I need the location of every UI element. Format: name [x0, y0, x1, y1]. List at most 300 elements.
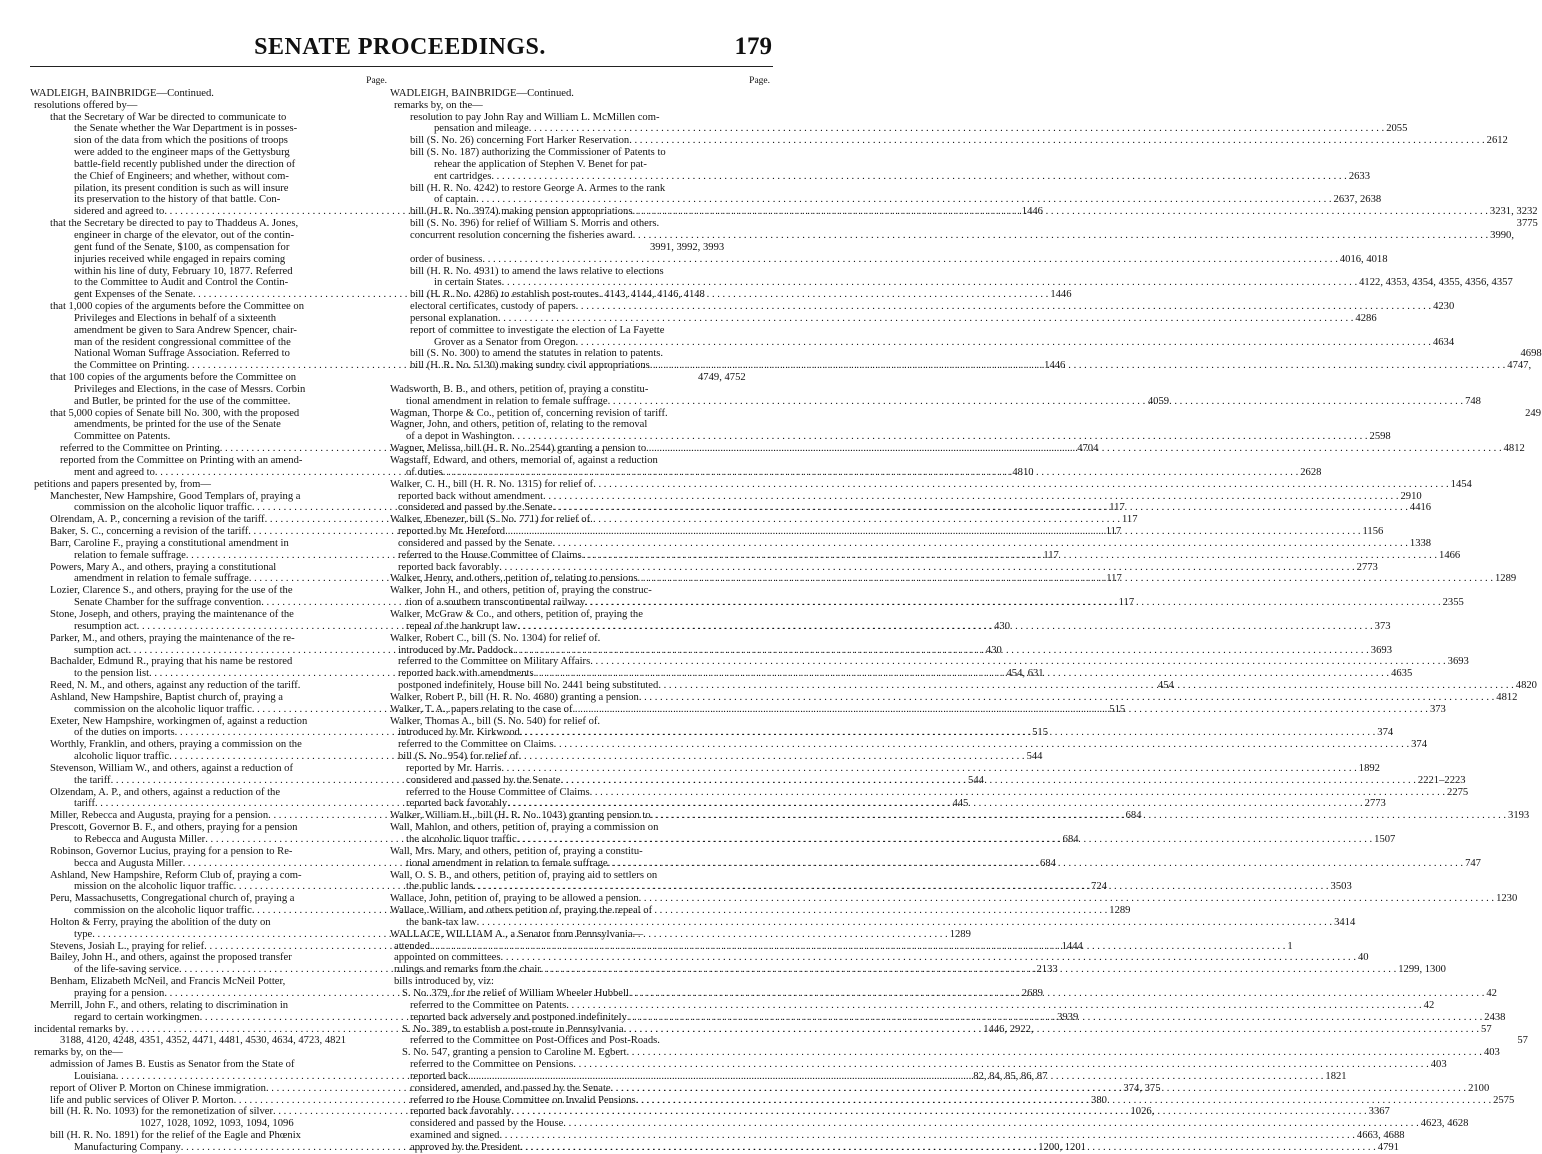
- index-entry-text: order of business: [410, 253, 483, 265]
- index-entry-text: admission of James B. Eustis as Senator from the State of: [50, 1059, 295, 1071]
- page-reference: 403: [1430, 1059, 1447, 1071]
- index-entry-text: Barr, Caroline F., praying a constitutional amendment in: [50, 537, 289, 549]
- page-reference: 2612: [1486, 135, 1508, 147]
- index-entry-text: reported from the Committee on Printing with an amend-: [60, 455, 303, 466]
- index-line: [390, 100, 770, 112]
- index-entry-text: S. No. 389, to establish a post-route in Pennsylvania: [402, 1023, 624, 1035]
- index-entry-text: referred to the Committee on Claims: [398, 739, 554, 751]
- index-entry-text: pensation and mileage: [434, 123, 529, 135]
- index-entry-text: within his line of duty, February 10, 1877. Referred: [74, 265, 293, 277]
- dot-leader: [520, 1142, 1375, 1154]
- index-line: [30, 431, 387, 443]
- dot-leader: [629, 988, 1484, 1000]
- index-entry-text: reported back with amendments: [398, 668, 534, 680]
- index-entry-text: that 5,000 copies of Senate bill No. 300, with the proposed: [50, 407, 300, 419]
- page-header: [0, 0, 800, 66]
- index-line: [30, 656, 387, 668]
- page-reference: 4812: [1503, 443, 1525, 455]
- index-line: [390, 822, 770, 834]
- index-entry-text: Wagstaff, Edward, and others, memorial of, against a reduction: [390, 455, 658, 466]
- index-line: [30, 159, 387, 171]
- index-line: [390, 952, 1369, 964]
- index-entry-text: its preservation to the history of that battle. Con-: [74, 194, 281, 206]
- page-reference: 57: [1517, 1035, 1528, 1047]
- index-line: [390, 88, 770, 100]
- index-line: [30, 194, 387, 206]
- index-line: [390, 976, 770, 988]
- index-entry-text: incidental remarks by: [34, 1023, 126, 1035]
- index-line: [30, 408, 387, 420]
- index-entry-text: Powers, Mary A., and others, praying a constitutional: [50, 561, 277, 573]
- index-entry-text: Stevenson, William W., and others, against a reduction of: [50, 762, 293, 774]
- page-reference: 1821: [1325, 1070, 1347, 1082]
- index-line: [30, 325, 387, 337]
- page-reference: 2575: [1493, 1094, 1515, 1106]
- index-line: [390, 194, 1382, 206]
- dot-leader: [636, 1095, 1491, 1107]
- dot-leader: [585, 597, 1440, 609]
- index-entry-text: the tariff: [74, 774, 111, 786]
- index-line: [30, 230, 387, 242]
- index-entry-text: electoral certificates, custody of papers: [410, 301, 576, 313]
- index-entry-text: reported by Mr. Harris: [406, 762, 502, 774]
- dot-leader: [608, 858, 1463, 870]
- index-line: [390, 431, 1391, 443]
- index-line: [390, 490, 1422, 503]
- dot-leader: [624, 1024, 1479, 1036]
- page-reference: 684: [1125, 810, 1142, 822]
- index-line: [390, 159, 770, 171]
- dot-leader: [638, 573, 1493, 585]
- index-line: [30, 917, 387, 929]
- index-entry-text: the Senate whether the War Department is in posses-: [74, 123, 298, 135]
- index-entry-text: Stone, Joseph, and others, praying the maintenance of the: [50, 608, 294, 620]
- index-line: [390, 846, 770, 858]
- page-reference: 4122, 4353, 4354, 4355, 4356, 4357: [1359, 277, 1513, 289]
- index-entry-text: ent cartridges: [434, 170, 492, 182]
- page-column-label: Page.: [366, 76, 387, 86]
- index-line: [390, 1130, 1405, 1142]
- page-reference: 1892: [1358, 762, 1380, 774]
- index-line: [390, 242, 770, 254]
- dot-leader: [473, 881, 1328, 893]
- page-reference: 2438: [1484, 1011, 1506, 1023]
- index-entry-text: commission on the alcoholic liquor traffic: [74, 703, 252, 715]
- index-line: [390, 135, 1508, 147]
- index-entry-text: tional amendment in relation to female suffrage: [406, 857, 608, 869]
- dot-leader: [477, 917, 1332, 929]
- index-entry-text: referred to the House Committee of Claims: [398, 549, 582, 561]
- dot-leader: [505, 526, 1360, 538]
- page-reference: 747: [1465, 857, 1481, 869]
- page-reference: 4663, 4688: [1356, 1130, 1405, 1142]
- dot-leader: [590, 787, 1445, 799]
- index-entry-text: report of committee to investigate the election of La Fayette: [410, 324, 665, 336]
- page-reference: 430: [994, 620, 1011, 632]
- index-line: [30, 846, 387, 858]
- index-entry-text: bill (H. R. No. 5130) making sundry civil appropriations: [410, 360, 650, 372]
- index-entry-text: in certain States: [434, 277, 502, 289]
- index-line: [390, 478, 1472, 491]
- index-line: [30, 277, 387, 289]
- dot-leader: [443, 467, 1298, 479]
- index-line: [390, 762, 1380, 775]
- dot-leader: [658, 680, 1513, 692]
- page-reference: 117: [1109, 502, 1125, 514]
- index-line: [30, 1000, 387, 1012]
- index-line: [30, 562, 387, 574]
- index-line: [30, 1035, 387, 1047]
- dot-leader: [517, 621, 1372, 633]
- page-reference: 1444: [1061, 940, 1083, 952]
- dot-leader: [499, 1130, 1354, 1142]
- dot-leader: [499, 562, 1354, 574]
- page-reference: 3693: [1370, 644, 1392, 656]
- index-line: [390, 277, 1513, 289]
- index-entry-text: considered, amended, and passed by the Senate: [410, 1082, 611, 1094]
- index-entry-text: petitions and papers presented by, from—: [34, 478, 212, 490]
- index-line: [390, 253, 1388, 266]
- index-entry-text: Walker, Robert C., bill (S. No. 1304) for relief of.: [390, 632, 601, 644]
- index-entry-text: gent Expenses of the Senate: [74, 289, 193, 301]
- index-entry-text: Walker, Henry, and others, petition of, relating to pensions: [390, 573, 638, 585]
- index-entry-text: considered and passed by the Senate: [398, 502, 553, 514]
- page-reference: 42: [1486, 987, 1497, 999]
- index-line: [390, 301, 1455, 313]
- dot-leader: [651, 810, 1506, 822]
- page-title: SENATE PROCEEDINGS.: [254, 34, 546, 60]
- page-reference: 4810: [1012, 466, 1034, 478]
- dot-leader: [611, 1083, 1466, 1095]
- index-entry-text: Walker, T. A., papers relating to the case of: [390, 703, 573, 715]
- index-entry-text: of a depot in Washington: [406, 431, 513, 443]
- dot-leader: [513, 645, 1368, 657]
- index-line: [30, 123, 387, 135]
- index-entry-text: considered and passed by the Senate: [406, 774, 561, 786]
- page-reference: 403: [1483, 1047, 1500, 1059]
- index-line: [390, 384, 770, 396]
- index-line: [30, 822, 387, 834]
- index-entry-text: reported back favorably: [406, 798, 508, 810]
- page-reference: 4704: [1077, 443, 1099, 455]
- page-reference: 380: [1091, 1094, 1107, 1106]
- page-reference: 4286: [1355, 312, 1377, 324]
- index-line: [30, 893, 387, 905]
- page-reference: 4820: [1515, 680, 1537, 692]
- index-entry-text: reported by Mr. Hereford: [398, 526, 506, 538]
- index-line: [30, 419, 387, 431]
- index-line: [390, 1035, 1528, 1047]
- index-line: [390, 537, 1432, 550]
- page-reference: 3193: [1508, 810, 1530, 822]
- page-reference: 544: [1026, 751, 1043, 763]
- index-entry-text: Wall, O. S. B., and others, petition of, praying aid to settlers on: [390, 869, 658, 881]
- index-entry-text: referred to the Committee on Pensions: [410, 1059, 574, 1071]
- dot-leader: [511, 1106, 1366, 1118]
- page-reference: 2221–2223: [1417, 774, 1466, 786]
- index-entry-text: postponed indefinitely, House bill No. 2441 being substituted: [398, 680, 659, 692]
- index-entry-text: bill (S. No. 300) to amend the statutes in relation to patents.: [410, 348, 664, 360]
- index-entry-text: becca and Augusta Miller: [74, 857, 183, 869]
- dot-leader: [507, 798, 1362, 810]
- dot-leader: [498, 313, 1353, 325]
- index-line: [390, 691, 1518, 704]
- page-reference: 2355: [1442, 597, 1464, 609]
- index-entry-text: personal explanation: [410, 312, 498, 324]
- page-reference: 4635: [1391, 668, 1413, 680]
- page-reference: 4634: [1432, 336, 1455, 348]
- page-reference: 2689: [1021, 987, 1043, 999]
- index-entry-text: bills introduced by, viz:: [394, 976, 494, 988]
- index-entry-text: resumption act: [74, 620, 137, 632]
- index-line: [30, 372, 387, 384]
- index-line: [390, 739, 1427, 751]
- page-reference: 544: [968, 774, 984, 786]
- index-line: [30, 88, 387, 100]
- dot-leader: [593, 479, 1448, 491]
- index-entry-text: regard to certain workingmen: [74, 1011, 200, 1023]
- index-entry-text: were added to the engineer maps of the Gettysburg: [74, 147, 290, 159]
- index-entry-text: Reed, N. M., and others, against any reduction of the tariff.: [50, 680, 301, 692]
- index-entry-text: Wagner, Melissa, bill (H. R. No. 2544) granting a pension to: [390, 443, 647, 455]
- page-reference: 430: [985, 644, 1002, 656]
- index-line: [30, 479, 387, 491]
- index-line: [30, 135, 387, 147]
- index-line: [30, 716, 387, 728]
- index-entry-text: Stevens, Josiah L., praying for relief: [50, 940, 205, 952]
- index-entry-text: Prescott, Governor B. F., and others, praying for a pension: [50, 822, 298, 834]
- page-reference: 748: [1465, 395, 1481, 407]
- index-line: [390, 893, 1518, 905]
- index-entry-text: resolutions offered by—: [34, 99, 138, 111]
- index-line: [390, 786, 1469, 799]
- index-entry-text: mission on the alcoholic liquor traffic: [74, 881, 234, 893]
- dot-leader: [633, 230, 1488, 242]
- index-entry-text: man of the resident congressional committee of the: [74, 336, 291, 348]
- page-reference: 117: [1043, 549, 1059, 561]
- index-entry-text: introduced by Mr. Kirkwood: [398, 727, 520, 739]
- index-entry-text: WADLEIGH, BAINBRIDGE—Continued.: [30, 87, 214, 99]
- index-entry-text: referred to the House Committee on Invalid Pensions: [410, 1094, 636, 1106]
- header-rule: [30, 66, 773, 67]
- index-entry-text: report of Oliver P. Morton on Chinese immigration: [50, 1082, 266, 1094]
- index-line: [390, 170, 1370, 183]
- index-line: [30, 348, 387, 360]
- index-entry-text: commission on the alcoholic liquor traffic: [74, 502, 252, 514]
- index-line: [30, 183, 387, 195]
- index-line: [390, 656, 1469, 668]
- index-line: [30, 100, 387, 112]
- index-entry-text: referred to the Committee on Post-Offices and Post-Roads.: [410, 1035, 660, 1047]
- index-entry-text: to the Committee to Audit and Control the Contin-: [74, 277, 289, 289]
- index-line: [30, 254, 387, 266]
- index-entry-text: Walker, William H., bill (H. R. No. 1043) granting pension to: [390, 810, 651, 822]
- dot-leader: [468, 1071, 1323, 1083]
- index-entry-text: considered and passed by the Senate: [398, 537, 553, 549]
- page-reference: 1026,: [1130, 1106, 1155, 1118]
- page-reference: 117: [1118, 597, 1135, 609]
- index-entry-text: Bailey, John H., and others, against the proposed transfer: [50, 952, 292, 964]
- index-entry-text: bill (H. R. No. 3974) making pension appropriations: [410, 206, 633, 218]
- index-line: [30, 112, 387, 124]
- index-entry-text: battle-field recently published under the direction of: [74, 158, 296, 170]
- index-entry-text: S. No. 547, granting a pension to Caroline M. Egbert: [402, 1047, 627, 1059]
- index-line: [390, 633, 770, 645]
- page-reference: 2773: [1356, 561, 1378, 573]
- page-reference: 684: [1062, 834, 1079, 845]
- page-reference: 3990,: [1490, 229, 1514, 241]
- index-line: [30, 171, 387, 183]
- dot-leader: [517, 834, 1372, 846]
- index-entry-text: attended: [394, 940, 430, 952]
- dot-leader: [563, 1118, 1418, 1130]
- index-line: [30, 242, 387, 254]
- page-reference: 373: [1429, 703, 1446, 715]
- page-reference: 1446, 2922,: [983, 1023, 1034, 1035]
- page-reference: 1200, 1201: [1038, 1141, 1086, 1153]
- page-reference: 4623, 4628: [1420, 1118, 1469, 1130]
- index-line: [30, 1130, 387, 1142]
- index-entry-text: Walker, C. H., bill (H. R. No. 1315) for relief of: [390, 478, 594, 490]
- page-reference: 4791: [1377, 1141, 1399, 1153]
- index-entry-text: remarks by, on the—: [394, 99, 483, 111]
- index-line: [390, 514, 770, 526]
- index-entry-text: WALLACE, WILLIAM A., a Senator from Pennsylvania—: [390, 928, 644, 940]
- page-reference: 374, 375: [1123, 1082, 1161, 1094]
- index-line: [390, 289, 770, 301]
- index-entry-text: Wallace, John, petition of, praying to be allowed a pension: [390, 893, 639, 905]
- page-reference: 4016, 4018: [1339, 253, 1388, 265]
- index-line: [30, 870, 387, 882]
- index-entry-text: Committee on Patents.: [74, 431, 171, 443]
- index-entry-text: of the life-saving service: [74, 964, 180, 976]
- index-entry-text: to Rebecca and Augusta Miller: [74, 834, 206, 845]
- index-line: [390, 929, 770, 941]
- index-line: [390, 1118, 1469, 1130]
- index-entry-text: tariff: [74, 798, 95, 810]
- index-line: [30, 337, 387, 349]
- index-entry-text: life and public services of Oliver P. Morton: [50, 1094, 234, 1106]
- page-reference: 454, 631: [1006, 668, 1044, 680]
- index-entry-text: type: [74, 928, 93, 940]
- index-entry-text: introduced by Mr. Paddock: [398, 644, 514, 656]
- dot-leader: [520, 727, 1375, 739]
- index-entry-text: amendments, be printed for the use of the Senate: [74, 419, 281, 431]
- dot-leader: [572, 704, 1427, 716]
- index-line: [390, 183, 770, 195]
- index-line: [390, 312, 1377, 325]
- index-entry-text: Walker, McGraw & Co., and others, petition of, praying the: [390, 608, 643, 620]
- index-line: [390, 751, 770, 763]
- index-entry-text: rulings and remarks from the chair: [394, 964, 541, 976]
- index-entry-text: Ashland, New Hampshire, Reform Club of, praying a com-: [50, 869, 302, 881]
- page-reference: 1289: [949, 928, 971, 940]
- index-entry-text: Robinson, Governor Lucius, praying for a pension to Re-: [50, 845, 293, 857]
- page-reference: 1466: [1439, 549, 1461, 561]
- index-entry-text: Merrill, John F., and others, relating to discrimination in: [50, 999, 289, 1011]
- index-line: [390, 112, 770, 124]
- index-line: [30, 266, 387, 278]
- index-entry-text: pilation, its present condition is such as will insure: [74, 182, 289, 194]
- dot-leader: [650, 360, 1505, 372]
- page-reference: 2100: [1468, 1082, 1490, 1094]
- page-reference: 1507: [1374, 834, 1396, 845]
- index-entry-text: remarks by, on the—: [34, 1047, 123, 1059]
- index-entry-text: Senate Chamber for the suffrage convention: [74, 597, 262, 609]
- index-entry-text: Baker, S. C., concerning a revision of the tariff: [50, 526, 249, 538]
- index-line: [390, 147, 770, 159]
- index-entry-text: that the Secretary be directed to pay to Thaddeus A. Jones,: [50, 218, 299, 230]
- index-entry-text: of the duties on imports: [74, 727, 175, 739]
- index-entry-text: gent fund of the Senate, $100, as compensation for: [74, 241, 290, 253]
- dot-leader: [590, 656, 1445, 668]
- page-reference: 1299, 1300: [1398, 964, 1446, 976]
- page-reference: 4230: [1433, 301, 1455, 313]
- index-line: [390, 609, 770, 621]
- page-reference: 117: [1105, 526, 1122, 538]
- index-entry-text: the Committee on Printing: [74, 360, 187, 372]
- dot-leader: [582, 550, 1437, 562]
- index-line: [390, 905, 770, 917]
- index-entry-text: that 100 copies of the arguments before the Committee on: [50, 372, 297, 384]
- index-line: [30, 538, 387, 550]
- page-reference: 374: [1411, 739, 1427, 751]
- index-entry-text: Wall, Mahlon, and others, petition of, praying a commission on: [390, 822, 659, 834]
- index-line: [390, 716, 770, 728]
- dot-leader: [629, 135, 1484, 147]
- index-entry-text: Exeter, New Hampshire, workingmen of, against a reduction: [50, 715, 308, 727]
- page-reference: 1454: [1450, 478, 1472, 490]
- page-reference: 373: [1374, 620, 1391, 632]
- page-reference: 684: [1040, 857, 1056, 869]
- page-reference: 2773: [1364, 798, 1386, 810]
- dot-leader: [529, 123, 1384, 135]
- index-entry-text: Olzendam, A. P., and others, against a reduction of the: [50, 786, 281, 798]
- page-reference: 1230: [1496, 893, 1518, 905]
- index-entry-text: Ashland, New Hampshire, Baptist church of, praying a: [50, 691, 284, 703]
- index-entry-text: praying for a pension: [74, 987, 165, 999]
- index-entry-text: bill (H. R. No. 1891) for the relief of the Eagle and Phœnix: [50, 1130, 301, 1142]
- index-entry-text: the bank-tax law: [406, 916, 477, 928]
- index-line: [30, 384, 387, 396]
- index-line: [30, 147, 387, 159]
- index-entry-text: Grover as a Senator from Oregon: [434, 336, 576, 348]
- index-entry-text: 3991, 3992, 3993: [650, 241, 725, 253]
- index-entry-text: bill (H. R. No. 4286) to establish post-routes. 4143, 4144, 4146, 4148: [410, 289, 705, 301]
- dot-leader: [476, 194, 1331, 206]
- dot-leader: [646, 443, 1501, 455]
- page-reference: 445: [952, 798, 969, 810]
- page-reference: 3503: [1330, 881, 1352, 893]
- index-entry-text: Olrendam, A. P., concerning a revision of the tariff: [50, 514, 265, 526]
- page-reference: 3367: [1368, 1106, 1390, 1118]
- index-entry-text: amendment be given to Sara Andrew Spencer, chair-: [74, 324, 297, 336]
- page-reference: 2055: [1386, 123, 1408, 135]
- page-reference: 40: [1357, 952, 1369, 964]
- index-entry-text: the public lands: [406, 881, 474, 893]
- index-entry-text: considered and passed by the House: [410, 1118, 564, 1130]
- index-entry-text: tion of a southern transcontinental railway: [406, 597, 586, 609]
- page-reference: 374: [1377, 727, 1394, 739]
- index-entry-text: National Woman Suffrage Association. Referred to: [74, 348, 290, 360]
- dot-leader: [501, 952, 1356, 964]
- index-line: [390, 266, 770, 278]
- index-entry-text: appointed on committees: [394, 952, 501, 964]
- page-reference: 2637, 2638: [1333, 194, 1382, 206]
- index-entry-text: referred to the Committee on Printing: [60, 443, 220, 455]
- dot-leader: [573, 1059, 1428, 1071]
- dot-leader: [554, 739, 1409, 751]
